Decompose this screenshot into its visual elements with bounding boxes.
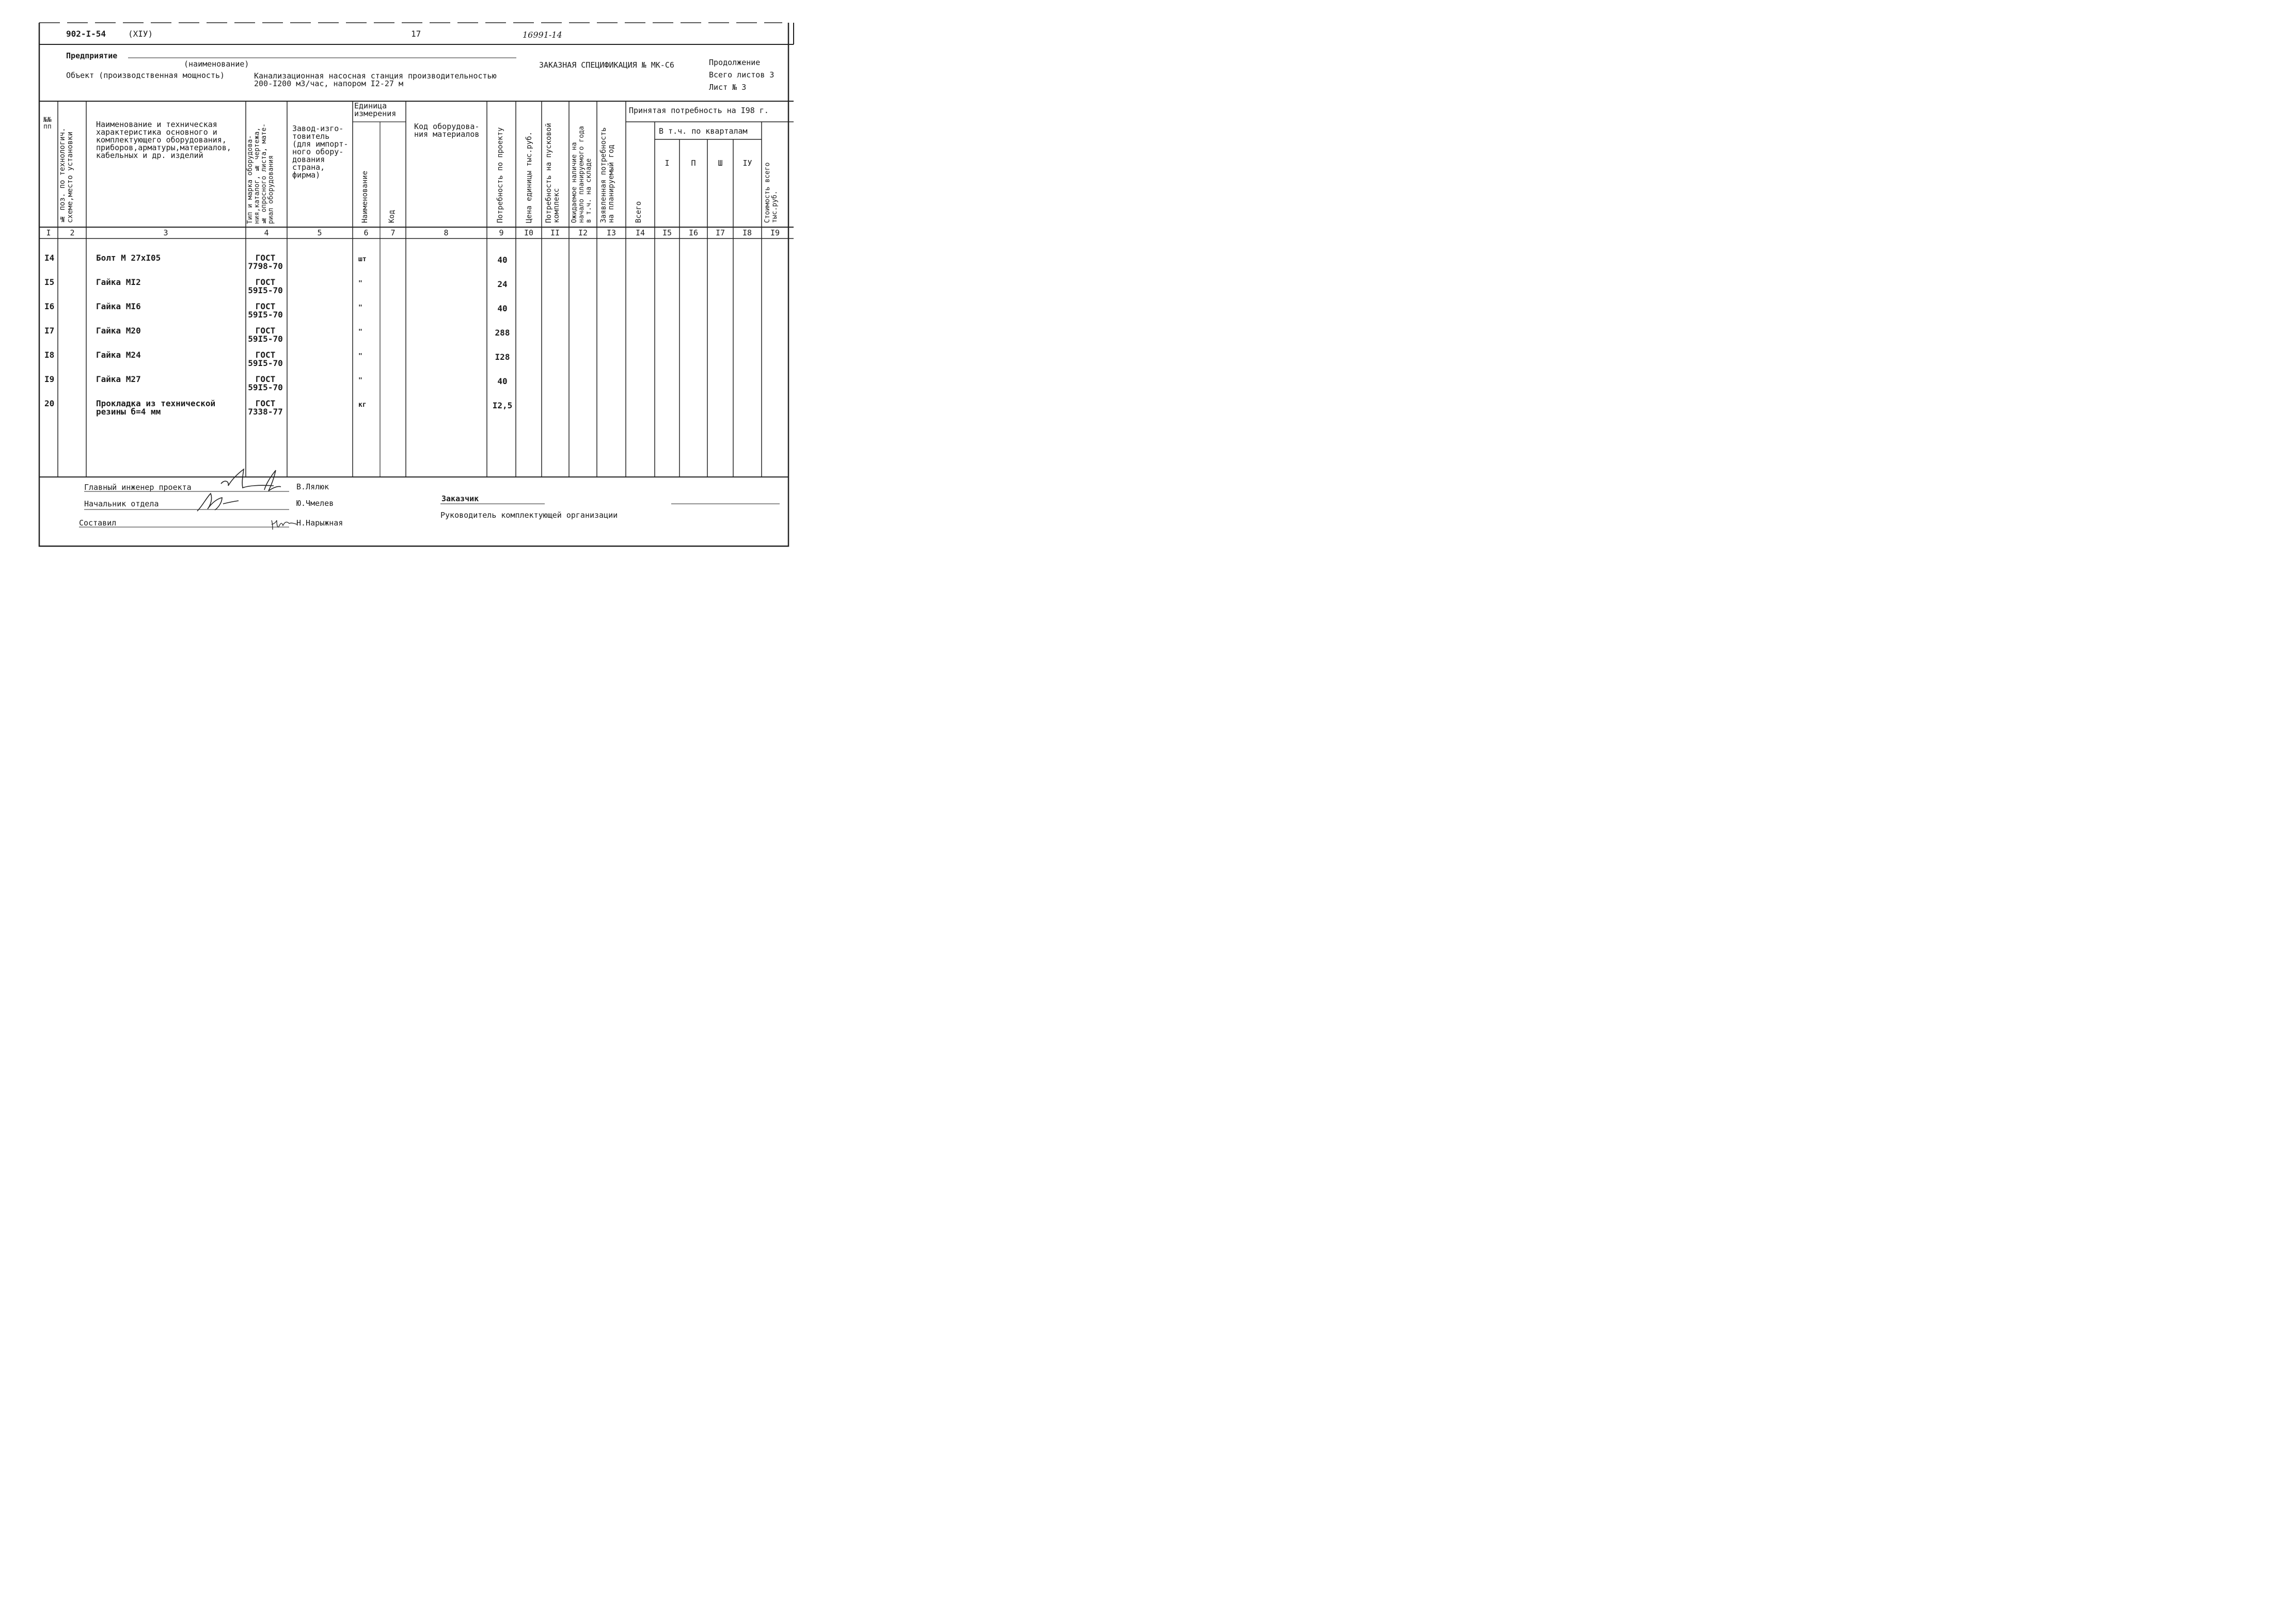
accepted-group-header: Принятая потребность на I98 г. <box>629 106 769 115</box>
row-number: I8 <box>44 350 55 360</box>
col-14-header: Всего <box>635 201 643 223</box>
compiled-label: Составил <box>79 518 117 528</box>
quarter-group-header: В т.ч. по кварталам <box>659 126 748 136</box>
col-3-header: Наименование и техническая характеристика основного и комплектующего оборудования, приборов,арматуры,материалов, кабельных и др. изделий <box>96 120 231 160</box>
col-15-header: I <box>665 158 670 168</box>
column-number-cell: II <box>550 228 560 237</box>
column-number-cell: I7 <box>715 228 725 237</box>
col-19-header: Стоимость всего тыс.руб. <box>764 162 779 223</box>
item-standard: ГОСТ 59I5-70 <box>248 350 283 368</box>
dept-head-label: Начальник отдела <box>84 499 159 508</box>
row-number: I9 <box>44 374 55 384</box>
compiler-signature <box>270 516 301 533</box>
column-number-cell: I0 <box>524 228 534 237</box>
col-10-header: Цена единицы тыс.руб. <box>525 131 533 223</box>
col-18-header: IУ <box>742 158 752 168</box>
item-name: Гайка МI2 <box>96 277 141 287</box>
item-name: Гайка М20 <box>96 326 141 336</box>
project-quantity: 40 <box>497 255 508 265</box>
item-standard: ГОСТ 59I5-70 <box>248 326 283 344</box>
project-quantity: 40 <box>497 376 508 386</box>
continuation-label: Продолжение <box>709 58 761 67</box>
row-number: I4 <box>44 253 55 263</box>
column-number-cell: 9 <box>499 228 504 237</box>
column-number-cell: 4 <box>264 228 269 237</box>
col-4-header: Тип и марка оборудова- ния,каталог, № чертежа, № опросного листа, мате- риал оборудования <box>246 123 275 224</box>
col-2-header: № поз. по технологич. схеме,место установки <box>58 128 74 223</box>
specification-sheet <box>0 0 801 568</box>
col-9-header: Потребность по проекту <box>496 127 504 223</box>
document-code: 902-I-54 <box>66 29 106 39</box>
column-number-cell: I9 <box>770 228 780 237</box>
row-number: I7 <box>44 326 55 336</box>
column-number-cell: 8 <box>444 228 449 237</box>
inventory-number: 16991-14 <box>523 30 562 40</box>
supplier-head-label: Руководитель комплектующей организации <box>440 511 618 520</box>
item-standard: ГОСТ 59I5-70 <box>248 277 283 295</box>
sheet-number: Лист № 3 <box>709 83 747 92</box>
unit-group-header: Единица измерения <box>354 101 397 118</box>
item-name: Гайка МI6 <box>96 301 141 311</box>
col-7-header: Код <box>388 210 396 223</box>
item-standard: ГОСТ 7338-77 <box>248 399 283 417</box>
item-name: Болт М 27хI05 <box>96 253 161 263</box>
chief-engineer-signature <box>217 467 284 493</box>
column-number-cell: 5 <box>317 228 322 237</box>
album-number: (XIУ) <box>128 29 153 39</box>
unit-name: " <box>358 328 362 336</box>
unit-name: " <box>358 304 362 312</box>
item-standard: ГОСТ 7798-70 <box>248 253 283 271</box>
dept-head-name: Ю.Чмелев <box>296 499 334 508</box>
enterprise-label: Предприятие <box>66 51 118 60</box>
col-16-header: П <box>691 158 696 168</box>
item-name: Гайка М27 <box>96 374 141 384</box>
dept-head-signature <box>195 490 242 513</box>
chief-engineer-name: В.Лялюк <box>296 482 329 491</box>
column-number-cell: I2 <box>578 228 588 237</box>
customer-label: Заказчик <box>441 494 479 503</box>
col-6-header: Наименование <box>361 170 369 223</box>
column-number-cell: I8 <box>742 228 752 237</box>
unit-name: кг <box>358 401 367 409</box>
column-number-cell: 7 <box>390 228 396 237</box>
spec-title: ЗАКАЗНАЯ СПЕЦИФИКАЦИЯ № МК-С6 <box>539 60 674 70</box>
total-sheets: Всего листов 3 <box>709 70 774 79</box>
column-number-cell: I <box>46 228 51 237</box>
row-number: I5 <box>44 277 55 287</box>
column-number-cell: 2 <box>70 228 75 237</box>
unit-name: " <box>358 353 362 360</box>
project-quantity: 288 <box>495 328 510 338</box>
unit-name: " <box>358 377 362 385</box>
item-standard: ГОСТ 59I5-70 <box>248 374 283 392</box>
column-number-cell: I4 <box>635 228 645 237</box>
unit-name: шт <box>358 256 367 263</box>
compiled-name: Н.Нарыжная <box>296 518 343 528</box>
col-11-header: Потребность на пусковой комплекс <box>545 123 561 223</box>
project-quantity: I28 <box>495 352 510 362</box>
col-5-header: Завод-изго- товитель (для импорт- ного обору- дования страна, фирма) <box>292 124 349 180</box>
chief-engineer-label: Главный инженер проекта <box>84 483 192 492</box>
row-number: I6 <box>44 301 55 311</box>
col-1-header: №№ пп <box>43 116 52 131</box>
col-12-header: Ожидаемое наличие на начало планируемого года в т.ч. на складе <box>571 126 593 223</box>
project-quantity: 40 <box>497 304 508 313</box>
row-number: 20 <box>44 399 55 408</box>
column-number-cell: 3 <box>163 228 168 237</box>
column-number-cell: I5 <box>662 228 672 237</box>
col-13-header: Заявленная потребность на планируемый год <box>599 127 615 223</box>
item-standard: ГОСТ 59I5-70 <box>248 301 283 320</box>
col-8-header: Код оборудова- ния материалов <box>414 122 480 139</box>
column-number-cell: I6 <box>688 228 699 237</box>
column-number-cell: 6 <box>363 228 369 237</box>
col-17-header: Ш <box>718 158 723 168</box>
unit-name: " <box>358 280 362 288</box>
column-number-cell: I3 <box>606 228 617 237</box>
page-number: 17 <box>411 29 421 39</box>
item-name: Прокладка из технической резины б=4 мм <box>96 399 216 417</box>
project-quantity: 24 <box>497 279 508 289</box>
name-label: (наименование) <box>184 59 249 69</box>
object-label: Объект (производственная мощность) <box>66 71 225 80</box>
project-quantity: I2,5 <box>492 401 513 410</box>
object-description: Канализационная насосная станция производительностью 200-I200 м3/час, напором I2-27 м <box>254 71 497 88</box>
item-name: Гайка М24 <box>96 350 141 360</box>
